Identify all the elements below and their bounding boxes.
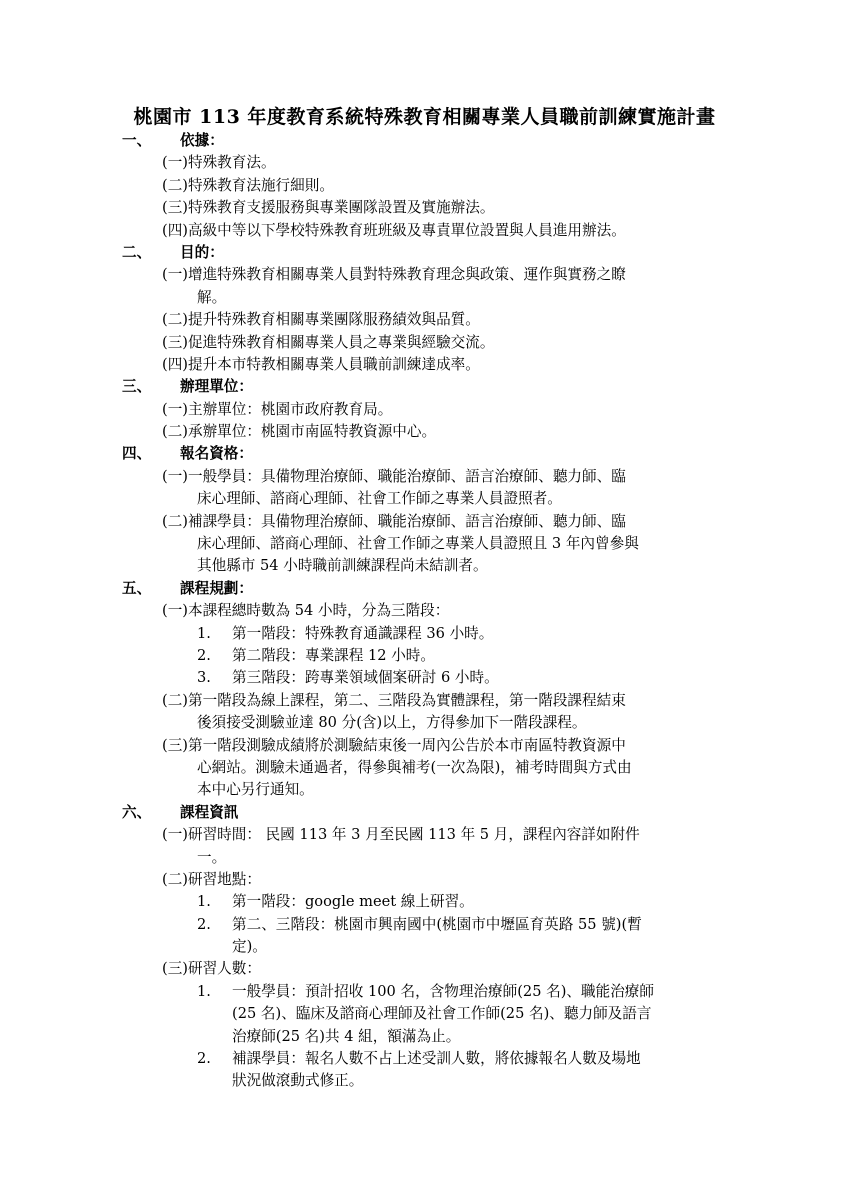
list-item-continuation: 心網站。測驗未通過者，得參與補考(一次為限)，補考時間與方式由 — [197, 758, 632, 776]
list-item-continuation: 後須接受測驗並達 80 分(含)以上，方得參加下一階段課程。 — [197, 714, 587, 732]
item-number: 2. — [197, 915, 211, 933]
document-body — [112, 130, 737, 1093]
numbered-item — [112, 891, 737, 913]
list-item: (四)高級中等以下學校特殊教育班班級及專責單位設置與人員進用辦法。 — [162, 221, 626, 239]
section-heading — [112, 242, 737, 264]
numbered-item — [112, 667, 737, 689]
list-item: (三)研習人數： — [162, 960, 261, 978]
item-text: 一般學員：預計招收 100 名，含物理治療師(25 名)、職能治療師 — [232, 982, 654, 1000]
numbered-item-continuation — [112, 1003, 737, 1025]
list-item-continuation: 一。 — [197, 848, 227, 866]
list-item: (二)承辦單位：桃園市南區特教資源中心。 — [162, 423, 437, 441]
document-title: 桃園市 113 年度教育系統特殊教育相關專業人員職前訓練實施計畫 — [133, 106, 716, 128]
list-item-continuation: 本中心另行通知。 — [197, 781, 314, 799]
numbered-item-continuation — [112, 1070, 737, 1092]
section-title: 課程規劃： — [180, 579, 253, 597]
item-number: 2. — [197, 1050, 211, 1068]
item-number: 1. — [197, 893, 211, 911]
list-item: (二)補課學員：具備物理治療師、職能治療師、語言治療師、聽力師、臨 — [162, 512, 626, 530]
section-number: 一、 — [122, 132, 152, 149]
list-item-continuation: 床心理師、諮商心理師、社會工作師之專業人員證照者。 — [197, 490, 562, 508]
numbered-item — [112, 645, 737, 667]
section-title: 課程資訊 — [180, 803, 239, 821]
numbered-item — [112, 623, 737, 645]
item-text: 第一階段：google meet 線上研習。 — [232, 893, 474, 911]
item-number: 1. — [197, 982, 211, 1000]
item-text: 定)。 — [232, 938, 267, 956]
list-item-continuation: 解。 — [197, 288, 227, 306]
section-title: 目的： — [180, 243, 224, 261]
list-item: (三)第一階段測驗成績將於測驗結束後一周內公告於本市南區特教資源中 — [162, 736, 626, 754]
section-title: 報名資格： — [180, 445, 253, 463]
list-item: (一)特殊教育法。 — [162, 154, 276, 172]
section-heading — [112, 130, 737, 152]
numbered-item — [112, 981, 737, 1003]
section-heading — [112, 443, 737, 465]
item-text: 第二、三階段：桃園市興南國中(桃園市中壢區育英路 55 號)(暫 — [232, 915, 642, 933]
item-text: (25 名)、臨床及諮商心理師及社會工作師(25 名)、聽力師及語言 — [232, 1005, 652, 1023]
section-number: 三、 — [122, 378, 152, 396]
list-item: (四)提升本市特教相關專業人員職前訓練達成率。 — [162, 355, 480, 373]
list-item: (二)提升特殊教育相關專業團隊服務績效與品質。 — [162, 311, 480, 329]
item-text: 補課學員：報名人數不占上述受訓人數，將依據報名人數及場地 — [232, 1050, 641, 1068]
section-heading — [112, 578, 737, 600]
section-number: 二、 — [122, 243, 152, 261]
numbered-item-continuation — [112, 1026, 737, 1048]
section-number: 四、 — [122, 445, 152, 463]
item-text: 第一階段：特殊教育通識課程 36 小時。 — [232, 624, 494, 642]
item-number: 3. — [197, 669, 211, 687]
item-number: 1. — [197, 624, 211, 642]
item-text: 第三階段：跨專業領域個案研討 6 小時。 — [232, 669, 499, 687]
item-number: 2. — [197, 646, 211, 664]
item-text: 第二階段：專業課程 12 小時。 — [232, 646, 435, 664]
section-number: 五、 — [122, 579, 152, 597]
list-item-continuation: 床心理師、諮商心理師、社會工作師之專業人員證照且 3 年內曾參與 — [197, 535, 639, 553]
list-item: (一)一般學員：具備物理治療師、職能治療師、語言治療師、聽力師、臨 — [162, 467, 626, 485]
list-item: (一)本課程總時數為 54 小時，分為三階段： — [162, 602, 450, 620]
list-item: (一)研習時間： 民國 113 年 3 月至民國 113 年 5 月，課程內容詳如附件 — [162, 826, 640, 844]
list-item: (三)促進特殊教育相關專業人員之專業與經驗交流。 — [162, 333, 495, 351]
numbered-item-continuation — [112, 936, 737, 958]
list-item: (二)研習地點： — [162, 870, 261, 888]
section-title: 依據： — [180, 132, 224, 149]
list-item: (二)第一階段為線上課程，第二、三階段為實體課程，第一階段課程結束 — [162, 691, 626, 709]
list-item: (一)主辦單位：桃園市政府教育局。 — [162, 400, 393, 418]
list-item: (一)增進特殊教育相關專業人員對特殊教育理念與政策、運作與實務之瞭 — [162, 266, 626, 284]
numbered-item — [112, 914, 737, 936]
section-number: 六、 — [122, 803, 152, 821]
list-item-continuation: 其他縣市 54 小時職前訓練課程尚未結訓者。 — [197, 557, 488, 575]
item-text: 狀況做滾動式修正。 — [232, 1072, 364, 1090]
numbered-item — [112, 1048, 737, 1070]
section-heading — [112, 376, 737, 398]
section-heading — [112, 802, 737, 824]
section-title: 辦理單位： — [180, 378, 253, 396]
list-item: (三)特殊教育支援服務與專業團隊設置及實施辦法。 — [162, 199, 495, 217]
item-text: 治療師(25 名)共 4 組，額滿為止。 — [232, 1027, 461, 1045]
list-item: (二)特殊教育法施行細則。 — [162, 176, 334, 194]
